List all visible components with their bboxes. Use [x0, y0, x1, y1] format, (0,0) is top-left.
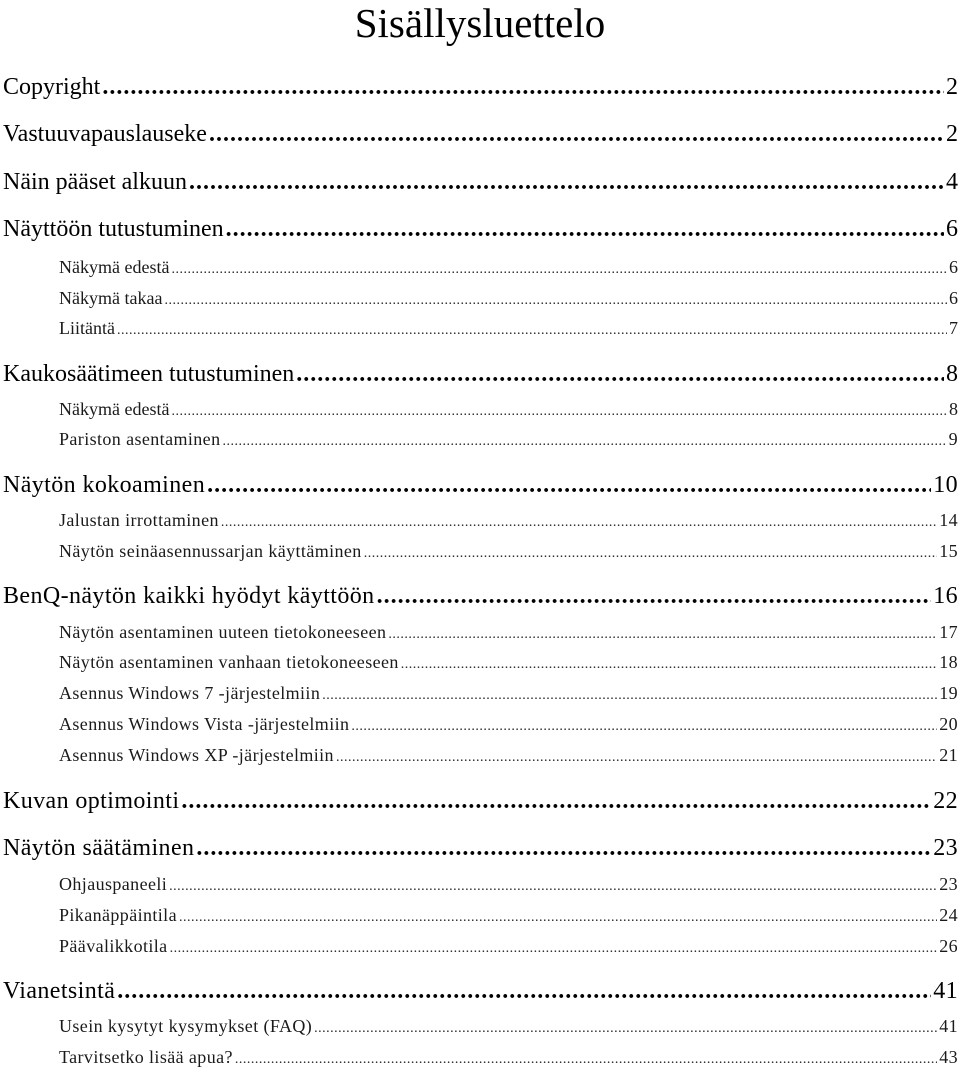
toc-entry-page: 17	[939, 622, 958, 642]
dot-leader	[377, 582, 932, 610]
toc-entry[interactable]	[3, 168, 958, 196]
toc-subentry[interactable]	[59, 256, 958, 281]
toc-entry-title: Jalustan irrottaminen	[59, 510, 219, 530]
page-title: Sisällysluettelo	[354, 0, 606, 46]
toc-entry-page: 20	[939, 714, 958, 734]
toc-subentry[interactable]	[59, 1015, 958, 1040]
toc-subentry[interactable]	[59, 744, 958, 769]
toc-entry[interactable]	[3, 787, 958, 815]
dot-leader	[179, 907, 937, 929]
toc-subentry[interactable]	[59, 287, 958, 312]
toc-entry-title: Tarvitsetko lisää apua?	[59, 1047, 233, 1067]
toc-entry-page: 18	[939, 652, 958, 672]
toc-subentry[interactable]	[59, 713, 958, 738]
toc-entry-page: 23	[933, 835, 958, 861]
toc-entry-page: 4	[946, 169, 958, 195]
dot-leader	[401, 654, 937, 676]
toc-entry-title: Asennus Windows XP -järjestelmiin	[59, 745, 334, 765]
dot-leader	[170, 938, 938, 960]
toc-subentry[interactable]	[59, 651, 958, 676]
toc-entry-title: Näytön seinäasennussarjan käyttäminen	[59, 541, 362, 561]
toc-entry-title: Päävalikkotila	[59, 936, 168, 956]
dot-leader	[235, 1049, 937, 1071]
dot-leader	[221, 512, 937, 534]
toc-entry-title: Näytön asentaminen vanhaan tietokoneeseen	[59, 652, 399, 672]
toc-entry-page: 41	[939, 1016, 958, 1036]
toc-subentry[interactable]	[59, 904, 958, 929]
toc-entry-page: 2	[946, 121, 958, 147]
dot-leader	[207, 471, 931, 499]
toc-entry[interactable]	[3, 471, 958, 499]
toc-entry-page: 24	[939, 905, 958, 925]
toc-entry-title: Näytön säätäminen	[3, 835, 195, 861]
toc-entry-page: 19	[939, 683, 958, 703]
dot-leader	[164, 290, 947, 312]
toc-entry-title: Näkymä edestä	[59, 257, 170, 277]
toc-entry-title: Usein kysytyt kysymykset (FAQ)	[59, 1016, 313, 1036]
toc-entry-page: 6	[949, 288, 958, 308]
toc-entry-page: 21	[939, 745, 958, 765]
toc-entry-page: 8	[946, 361, 958, 387]
dot-leader	[169, 876, 937, 898]
toc-entry[interactable]	[3, 120, 958, 148]
toc-entry-page: 8	[949, 399, 958, 419]
toc-entry-page: 15	[939, 541, 958, 561]
dot-leader	[222, 431, 946, 453]
toc-entry-page: 43	[939, 1047, 958, 1067]
toc-entry-title: Ohjauspaneeli	[59, 874, 168, 894]
toc-subentry[interactable]	[59, 935, 958, 960]
dot-leader	[351, 716, 937, 738]
toc-entry[interactable]	[3, 73, 958, 101]
toc-subentry[interactable]	[59, 428, 958, 453]
toc-entry-page: 41	[933, 978, 958, 1004]
dot-leader	[171, 401, 947, 423]
toc-subentry[interactable]	[59, 398, 958, 423]
toc-entry-title: Pikanäppäintila	[59, 905, 177, 925]
toc-entry-title: Kaukosäätimeen tutustuminen	[3, 361, 295, 387]
dot-leader	[196, 834, 931, 862]
dot-leader	[336, 747, 937, 769]
toc-entry-page: 7	[949, 318, 958, 338]
dot-leader	[117, 320, 947, 342]
toc-entry-page: 6	[949, 257, 958, 277]
toc-entry-page: 10	[933, 472, 958, 498]
toc-entry[interactable]	[3, 977, 958, 1005]
toc-entry-page: 16	[933, 583, 958, 609]
toc-entry[interactable]	[3, 582, 958, 610]
toc-entry-title: Näin pääset alkuun	[3, 169, 187, 195]
dot-leader	[226, 215, 944, 243]
toc-entry-title: Pariston asentaminen	[59, 429, 221, 449]
toc-entry[interactable]	[3, 215, 958, 243]
toc-entry-page: 22	[933, 788, 958, 814]
dot-leader	[296, 360, 944, 388]
toc-entry-page: 23	[939, 874, 958, 894]
toc-entry-title: Näkymä takaa	[59, 288, 163, 308]
toc-entry-title: Näkymä edestä	[59, 399, 170, 419]
toc-entry[interactable]	[3, 360, 958, 388]
toc-entry-title: Vianetsintä	[3, 978, 116, 1004]
toc-entry-title: Näytön asentaminen uuteen tietokoneeseen	[59, 622, 387, 642]
dot-leader	[314, 1018, 937, 1040]
toc-entry-title: Vastuuvapauslauseke	[3, 121, 207, 147]
toc-entry-title: Näyttöön tutustuminen	[3, 216, 224, 242]
toc-entry-title: Copyright	[3, 74, 101, 100]
toc-entry-page: 2	[946, 74, 958, 100]
dot-leader	[209, 120, 944, 148]
toc-entry-title: Kuvan optimointi	[3, 788, 180, 814]
toc-entry-title: BenQ-näytön kaikki hyödyt käyttöön	[3, 583, 375, 609]
toc-entry[interactable]	[3, 834, 958, 862]
toc-entry-page: 14	[939, 510, 958, 530]
toc-subentry[interactable]	[59, 873, 958, 898]
toc-entry-page: 6	[946, 216, 958, 242]
toc-entry-title: Liitäntä	[59, 318, 115, 338]
dot-leader	[181, 787, 931, 815]
dot-leader	[322, 685, 937, 707]
toc-subentry[interactable]	[59, 621, 958, 646]
toc-subentry[interactable]	[59, 682, 958, 707]
dot-leader	[171, 259, 947, 281]
toc-entry-title: Asennus Windows 7 -järjestelmiin	[59, 683, 321, 703]
toc-subentry[interactable]	[59, 1046, 958, 1071]
toc-subentry[interactable]	[59, 317, 958, 342]
toc-subentry[interactable]	[59, 540, 958, 565]
dot-leader	[364, 543, 937, 565]
toc-entry-title: Asennus Windows Vista -järjestelmiin	[59, 714, 350, 734]
toc-subentry[interactable]	[59, 509, 958, 534]
dot-leader	[388, 624, 937, 646]
dot-leader	[189, 168, 944, 196]
toc-entry-page: 26	[939, 936, 958, 956]
dot-leader	[102, 73, 944, 101]
dot-leader	[117, 977, 931, 1005]
toc-entry-page: 9	[948, 429, 958, 449]
toc-entry-title: Näytön kokoaminen	[3, 472, 206, 498]
